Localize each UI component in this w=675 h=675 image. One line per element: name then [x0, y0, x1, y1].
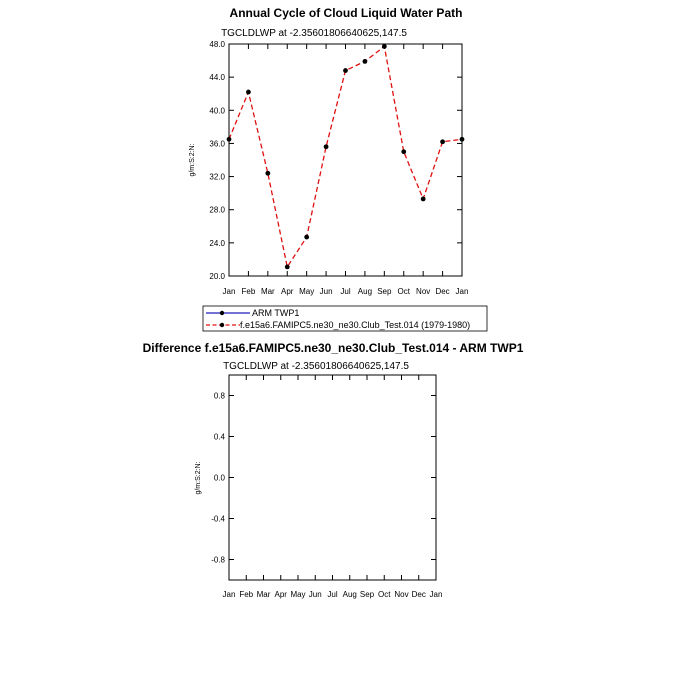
chart2-ytick-label: -0.4: [211, 514, 225, 524]
chart1-ytick-label: 48.0: [209, 40, 225, 49]
chart2-xtick-label: Jan: [429, 590, 443, 599]
chart2-xtick-label: Jan: [222, 590, 236, 599]
chart1-xtick-label: Jun: [319, 287, 333, 296]
chart1-y-ticks: [209, 40, 462, 281]
data-point: [304, 235, 309, 240]
data-point: [460, 137, 465, 142]
chart2-plot-frame: [229, 375, 436, 580]
chart2-ytick-label: -0.8: [211, 555, 225, 565]
chart1-xtick-label: May: [299, 287, 315, 296]
legend-label-series-1: ARM TWP1: [252, 308, 300, 318]
chart1-legend: [203, 306, 487, 331]
data-point: [324, 144, 329, 149]
chart1-ytick-label: 28.0: [209, 205, 225, 215]
chart2-xtick-label: Nov: [394, 590, 409, 599]
data-point: [421, 197, 426, 202]
chart1-ytick-label: 24.0: [209, 238, 225, 248]
data-point: [440, 139, 445, 144]
data-point: [382, 44, 387, 49]
chart1-ytick-label: 32.0: [209, 172, 225, 182]
chart1-xtick-label: Jul: [340, 287, 351, 296]
chart2-xtick-label: Sep: [359, 590, 375, 599]
data-point: [343, 68, 348, 73]
data-point: [401, 149, 406, 154]
chart2-subtitle: TGCLDLWP at -2.35601806640625,147.5: [223, 361, 409, 372]
chart1-xtick-label: Oct: [397, 287, 410, 296]
chart1-series-layer: [227, 44, 465, 269]
data-point: [265, 171, 270, 176]
chart1-xtick-label: Dec: [435, 287, 450, 296]
chart2-title: Difference f.e15a6.FAMIPC5.ne30_ne30.Club_Test.014 - ARM TWP1: [142, 341, 524, 355]
chart1-ytick-label: 44.0: [209, 73, 225, 83]
chart1-ytick-label: 40.0: [209, 106, 225, 116]
chart1-xtick-label: Mar: [260, 287, 275, 296]
chart2-xtick-label: Jul: [327, 590, 338, 599]
chart2-xtick-label: Aug: [342, 590, 357, 599]
chart1-subtitle: TGCLDLWP at -2.35601806640625,147.5: [221, 28, 407, 39]
chart1-title: Annual Cycle of Cloud Liquid Water Path: [229, 6, 463, 20]
chart1-ytick-label: 36.0: [209, 139, 225, 149]
chart2-xtick-label: May: [290, 590, 306, 599]
chart2-xtick-label: Dec: [411, 590, 426, 599]
chart2-y-ticks: [211, 392, 436, 565]
chart1-xtick-label: Jan: [455, 287, 469, 296]
chart1-x-ticks: [223, 44, 469, 296]
legend-marker-series-2: [220, 323, 224, 327]
chart1-xtick-label: Jan: [222, 287, 236, 296]
series-line-2: [229, 46, 462, 266]
chart1-xtick-label: Nov: [416, 287, 431, 296]
chart1-xtick-label: Sep: [377, 287, 392, 296]
chart1-ytick-label: 20.0: [209, 272, 225, 281]
chart1-plot-frame: [229, 44, 462, 276]
chart2-ytick-label: 0.8: [213, 391, 225, 401]
data-point: [363, 59, 368, 64]
chart2-xtick-label: Jun: [308, 590, 322, 599]
chart1-xtick-label: Aug: [357, 287, 373, 296]
chart2-xtick-label: Apr: [274, 590, 287, 599]
chart1-xtick-label: Feb: [241, 287, 256, 296]
annual-cycle-chart: [189, 6, 487, 331]
chart2-ytick-label: 0.4: [213, 432, 225, 442]
chart1-xtick-label: Apr: [281, 287, 294, 296]
chart2-xtick-label: Mar: [256, 590, 271, 599]
chart2-xtick-label: Oct: [378, 590, 391, 599]
difference-chart: [143, 341, 524, 599]
chart2-xtick-label: Feb: [239, 590, 254, 599]
data-point: [246, 90, 251, 95]
legend-label-series-2: f.e15a6.FAMIPC5.ne30_ne30.Club_Test.014 (1979-1980): [240, 320, 471, 330]
data-point: [227, 137, 232, 142]
chart2-x-ticks: [223, 375, 443, 599]
chart2-y-axis-label: g/m:S:2:N:: [195, 461, 202, 495]
chart2-ytick-label: 0.0: [213, 473, 225, 483]
legend-marker-series-1: [220, 311, 224, 315]
data-point: [285, 264, 290, 269]
chart1-y-axis-label: g/m:S:2:N:: [189, 143, 196, 177]
